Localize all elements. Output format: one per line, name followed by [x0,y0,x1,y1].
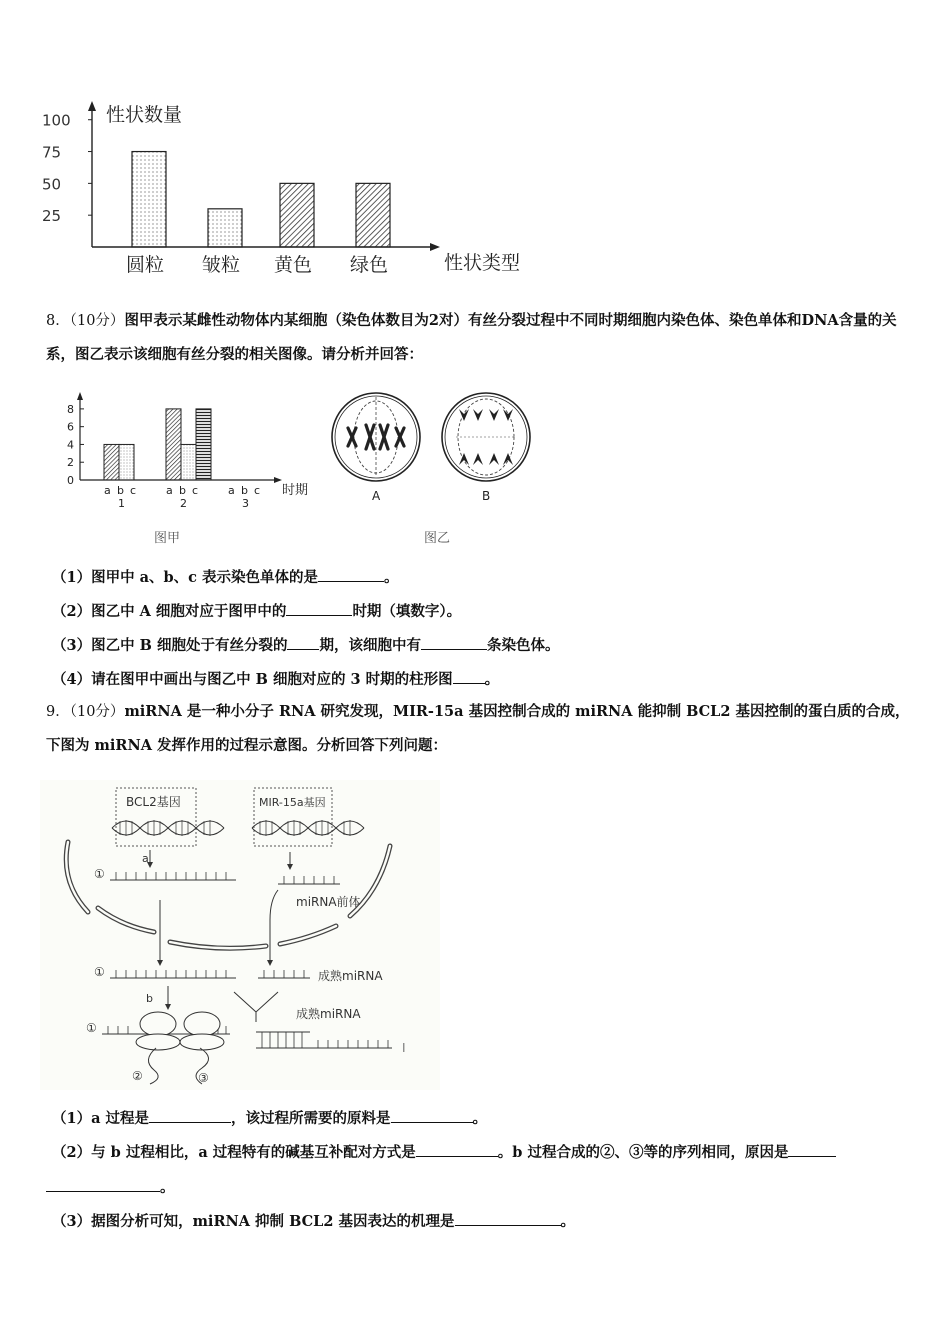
y-tick-label: 25 [42,207,62,226]
category-label: 皱粒 [202,254,241,276]
answer-blank[interactable] [455,1211,561,1226]
q8-sub4: （4）请在图甲中画出与图乙中 B 细胞对应的 3 时期的柱形图 。 [52,671,500,688]
q9-number: 9．（10分） [46,704,125,720]
y-axis-label: 性状数量 [106,104,183,126]
answer-blank[interactable] [149,1108,231,1123]
jia-bar-a-1 [104,444,119,480]
precursor-label: miRNA前体 [296,895,361,909]
x-axis-label: 性状类型 [444,252,521,274]
answer-blank[interactable] [453,669,485,684]
marker-3: ③ [198,1071,209,1085]
jia-bar-b-1 [119,444,134,480]
jia-bar-letter: b [117,484,124,497]
trait-bar-chart [40,95,560,285]
jia-period-label: 3 [242,497,249,510]
jia-bar-a-2 [166,409,181,480]
y-tick-label: 50 [42,175,62,194]
q9-sub3: （3）据图分析可知，miRNA 抑制 BCL2 基因表达的机理是 。 [52,1213,575,1230]
label-a: a [142,852,149,865]
y-tick-label: 75 [42,143,62,162]
q8-fig-yi-caption: 图乙 [424,531,451,546]
category-label: 黄色 [274,254,313,276]
mature-label-2: 成熟miRNA [296,1007,361,1021]
q8-text: 图甲表示某雌性动物体内某细胞（染色体数目为2对）有丝分裂过程中不同时期细胞内染色体、染色单体和DNA含量的关系，图乙表示该细胞有丝分裂的相关图像。请分析并回答： [46,312,897,363]
jia-bar-c-2 [196,409,211,480]
q9-sub2: （2）与 b 过程相比，a 过程特有的碱基互补配对方式是 。b 过程合成的②、③等的序列相同，原因是 [52,1141,836,1162]
q8-sub1: （1）图甲中 a、b、c 表示染色单体的是 。 [52,569,399,586]
mrna-marker-1c: ① [86,1021,97,1035]
jia-y-tick-label: 6 [67,420,74,434]
answer-blank[interactable] [286,601,352,616]
jia-bar-letter: b [241,484,248,497]
category-label: 圆粒 [126,254,165,276]
x-axis-arrow [430,243,440,251]
jia-period-label: 1 [118,497,125,510]
mature-label-1: 成熟miRNA [318,969,383,983]
jia-period-label: 2 [180,497,187,510]
q8-sub2: （2）图乙中 A 细胞对应于图甲中的 时期（填数字）。 [52,603,462,620]
bcl2-gene-label: BCL2基因 [126,795,181,809]
jia-x-arrow [274,477,282,483]
jia-bar-letter: a [228,484,235,497]
jia-y-tick-label: 4 [67,438,74,452]
q9-sub1: （1）a 过程是 ，该过程所需要的原料是 。 [52,1110,488,1127]
q8-stem [46,304,910,372]
jia-bar-letter: b [179,484,186,497]
jia-bar-letter: a [166,484,173,497]
bar-4 [356,183,390,247]
bar-3 [280,183,314,247]
cell-a [332,393,420,481]
jia-bar-letter: c [254,484,261,497]
label-b: b [146,992,153,1005]
q8-number: 8．（10分） [46,313,125,329]
jia-bar-b-2 [181,444,196,480]
mir15a-gene-label: MIR-15a基因 [259,796,326,809]
cell-b [442,393,530,481]
jia-bar-letter: c [130,484,137,497]
answer-blank[interactable] [46,1177,160,1192]
cell-a-label: A [372,489,381,503]
q8-fig-jia-caption: 图甲 [154,531,181,546]
answer-blank[interactable] [788,1142,836,1157]
q8-sub3: （3）图乙中 B 细胞处于有丝分裂的 期，该细胞中有 条染色体。 [52,637,560,654]
answer-blank[interactable] [416,1142,498,1157]
bar-1 [132,152,166,247]
jia-bar-letter: c [192,484,199,497]
q8-fig-yi [326,385,546,505]
mrna-marker-1a: ① [94,867,105,881]
cell-b-label: B [482,489,491,503]
mirna-diagram [40,780,440,1090]
answer-blank[interactable] [421,635,487,650]
jia-y-tick-label: 0 [67,474,74,487]
category-label: 绿色 [350,254,389,276]
q9-sub2-cont: 。 [46,1176,175,1197]
jia-y-arrow [77,392,83,400]
mrna-marker-1b: ① [94,965,105,979]
y-tick-label: 100 [42,111,71,130]
answer-blank[interactable] [287,635,319,650]
y-axis-arrow [88,101,96,111]
marker-2: ② [132,1069,143,1083]
jia-bar-letter: a [104,484,111,497]
jia-y-tick-label: 2 [67,456,74,470]
marker-roman: I [402,1041,406,1055]
bar-2 [208,209,242,247]
jia-y-tick-label: 8 [67,402,74,416]
jia-x-label: 时期 [282,483,309,498]
q9-text: miRNA 是一种小分子 RNA 研究发现，MIR-15a 基因控制合成的 miRNA 能抑制 BCL2 基因控制的蛋白质的合成，下图为 miRNA 发挥作用的过程示意图。分析回答下列问题： [46,703,910,754]
q9-stem [46,695,910,763]
q8-fig-jia [60,390,320,510]
answer-blank[interactable] [318,567,384,582]
answer-blank[interactable] [391,1108,473,1123]
